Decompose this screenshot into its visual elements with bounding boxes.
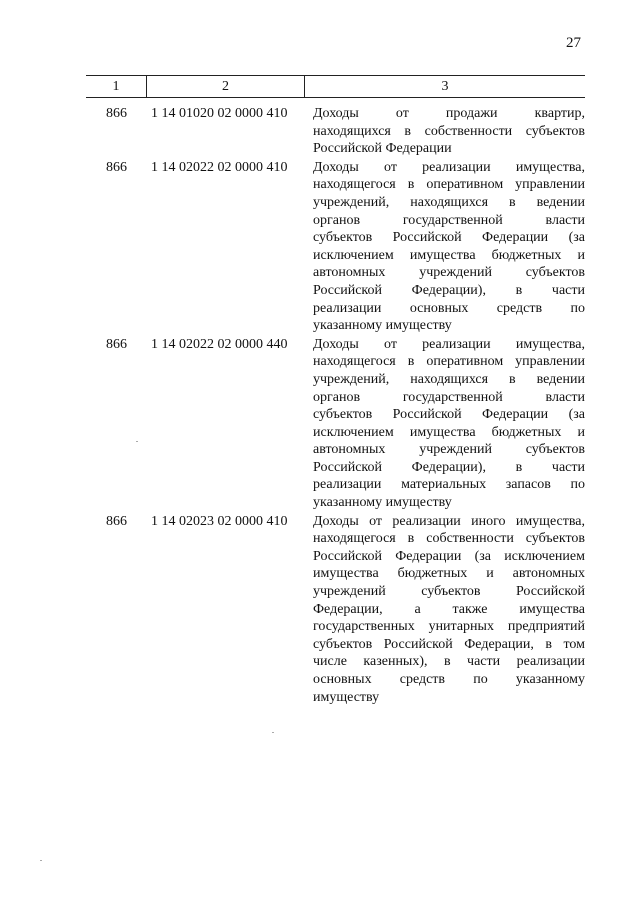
scan-speck	[40, 860, 42, 861]
description-line: основных средств по указанному	[313, 672, 585, 687]
description-line: исключением имущества бюджетных и	[313, 424, 585, 440]
description-line: находящегося в собственности субъектов	[313, 531, 585, 547]
description-line: реализации основных средств по	[313, 300, 585, 316]
description-line: Доходы от реализации имущества,	[313, 159, 585, 175]
description-line: субъектов Российской Федерации (за	[313, 407, 585, 423]
description-line: учреждений, находящихся в ведении	[313, 194, 585, 210]
description-line: Российской Федерации	[313, 141, 452, 157]
description-line: указанному имуществу	[313, 318, 452, 334]
budget-code-cell: 1 14 02023 02 0000 410	[151, 513, 288, 529]
page-number: 27	[566, 35, 581, 51]
description-line: автономных учреждений субъектов	[313, 442, 585, 458]
table-row	[86, 335, 585, 512]
description-line: находящегося в оперативном управлении	[313, 354, 585, 370]
description-cell	[313, 104, 585, 158]
header-col-1: 1	[86, 76, 147, 97]
description-line: органов государственной власти	[313, 212, 585, 228]
description-line: Доходы от реализации имущества,	[313, 336, 585, 352]
admin-code-cell: 866	[106, 513, 127, 529]
description-line: Российской Федерации), в части	[313, 282, 585, 298]
description-line: Российской Федерации (за исключением	[313, 548, 585, 564]
description-cell	[313, 335, 585, 512]
table-body	[86, 104, 585, 706]
table-row	[86, 104, 585, 158]
admin-code-cell: 866	[106, 106, 127, 121]
description-line: имущества бюджетных и автономных	[313, 566, 585, 582]
description-line: имуществу	[313, 689, 380, 705]
budget-code-cell: 1 14 02022 02 0000 410	[151, 159, 288, 175]
table-header	[86, 75, 585, 98]
description-cell	[313, 512, 585, 707]
description-line: государственных унитарных предприятий	[313, 619, 585, 635]
description-line: находящегося в оперативном управлении	[313, 177, 585, 193]
description-line: исключением имущества бюджетных и	[313, 247, 585, 263]
header-col-3: 3	[441, 78, 449, 94]
admin-code-cell: 866	[106, 336, 127, 352]
header-col-2: 2	[147, 76, 305, 97]
description-line: субъектов Российской Федерации (за	[313, 230, 585, 246]
description-line: Федерации, а также имущества	[313, 601, 585, 617]
description-line: находящихся в собственности субъектов	[313, 123, 585, 139]
table-row	[86, 512, 585, 707]
table-row	[86, 158, 585, 335]
description-line: Доходы от продажи квартир,	[313, 106, 585, 121]
budget-code-cell: 1 14 01020 02 0000 410	[151, 106, 288, 121]
description-line: учреждений субъектов Российской	[313, 584, 585, 600]
description-line: числе казенных), в части реализации	[313, 654, 585, 670]
admin-code-cell: 866	[106, 159, 127, 175]
description-line: указанному имуществу	[313, 495, 452, 511]
description-line: Доходы от реализации иного имущества,	[313, 513, 585, 529]
scan-speck	[272, 732, 274, 733]
budget-code-cell: 1 14 02022 02 0000 440	[151, 336, 288, 352]
description-line: субъектов Российской Федерации, в том	[313, 636, 585, 652]
description-cell	[313, 158, 585, 335]
description-line: учреждений, находящихся в ведении	[313, 371, 585, 387]
description-line: органов государственной власти	[313, 389, 585, 405]
scan-speck	[136, 441, 138, 442]
description-line: Российской Федерации), в части	[313, 459, 585, 475]
description-line: реализации материальных запасов по	[313, 477, 585, 493]
description-line: автономных учреждений субъектов	[313, 265, 585, 281]
